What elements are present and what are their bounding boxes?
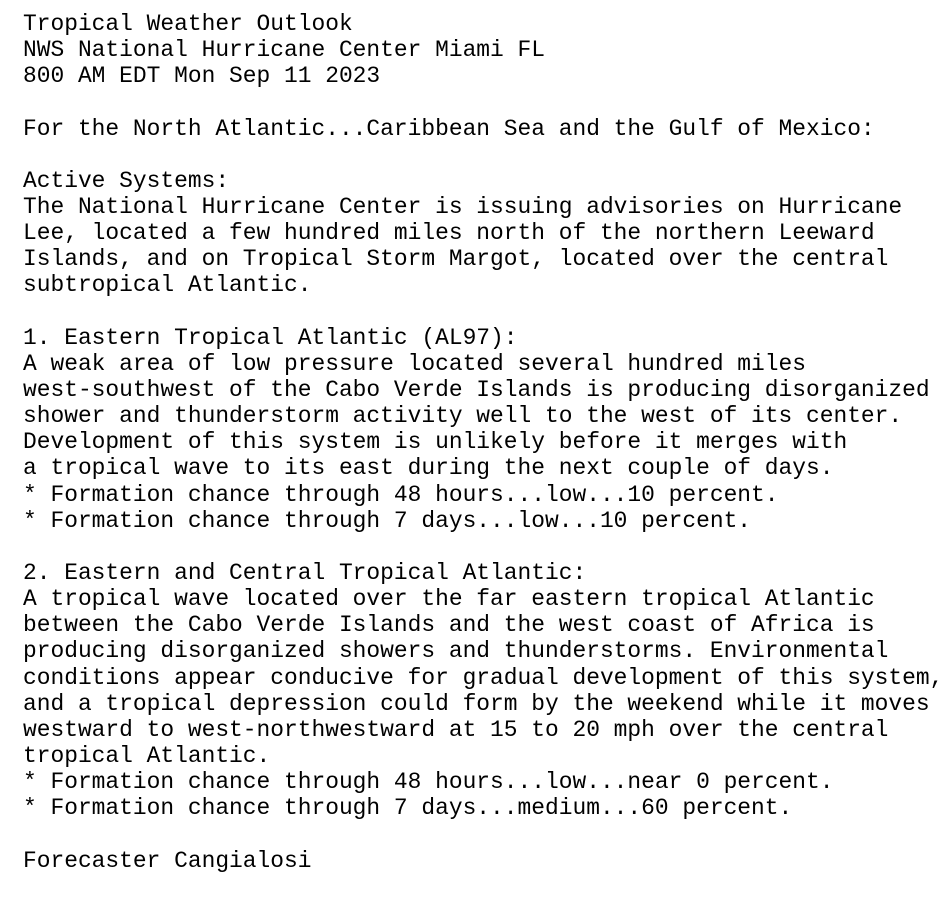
formation-chance-7d: * Formation chance through 7 days...low...10 percent. bbox=[23, 507, 752, 534]
system-1-heading: 1. Eastern Tropical Atlantic (AL97): bbox=[23, 324, 518, 351]
active-systems-heading: Active Systems: bbox=[23, 167, 230, 194]
formation-chance-48h: * Formation chance through 48 hours...low...near 0 percent. bbox=[23, 769, 834, 796]
paragraph-line: Development of this system is unlikely before it merges with bbox=[23, 429, 848, 456]
blank-line bbox=[23, 534, 948, 560]
system-2-section bbox=[23, 560, 948, 821]
system-2-heading: 2. Eastern and Central Tropical Atlantic: bbox=[23, 559, 587, 586]
outlook-title: Tropical Weather Outlook bbox=[23, 11, 353, 37]
paragraph-line: A weak area of low pressure located several hundred miles bbox=[23, 350, 806, 377]
paragraph-line: shower and thunderstorm activity well to the west of its center. bbox=[23, 403, 903, 430]
paragraph-line: a tropical wave to its east during the next couple of days. bbox=[23, 455, 834, 482]
system-1-section bbox=[23, 325, 948, 534]
outlook-header bbox=[23, 11, 948, 89]
paragraph-line: tropical Atlantic. bbox=[23, 742, 271, 769]
issuing-office: NWS National Hurricane Center Miami FL bbox=[23, 37, 545, 64]
paragraph-line: Islands, and on Tropical Storm Margot, located over the central bbox=[23, 246, 889, 273]
paragraph-line: westward to west-northwestward at 15 to 20 mph over the central bbox=[23, 716, 889, 743]
paragraph-line: A tropical wave located over the far eastern tropical Atlantic bbox=[23, 586, 875, 613]
paragraph-line: conditions appear conducive for gradual development of this system, bbox=[23, 664, 944, 691]
tropical-weather-outlook bbox=[23, 11, 948, 874]
issue-time: 800 AM EDT Mon Sep 11 2023 bbox=[23, 63, 381, 90]
blank-line bbox=[23, 89, 948, 115]
paragraph-line: Lee, located a few hundred miles north of the northern Leeward bbox=[23, 220, 875, 247]
paragraph-line: between the Cabo Verde Islands and the west coast of Africa is bbox=[23, 612, 875, 639]
paragraph-line: west-southwest of the Cabo Verde Islands is producing disorganized bbox=[23, 376, 930, 403]
formation-chance-48h: * Formation chance through 48 hours...low...10 percent. bbox=[23, 481, 779, 508]
blank-line bbox=[23, 142, 948, 168]
paragraph-line: subtropical Atlantic. bbox=[23, 272, 312, 299]
blank-line bbox=[23, 821, 948, 847]
paragraph-line: The National Hurricane Center is issuing advisories on Hurricane bbox=[23, 193, 903, 220]
outlook-scope: For the North Atlantic...Caribbean Sea and the Gulf of Mexico: bbox=[23, 115, 875, 142]
paragraph-line: and a tropical depression could form by the weekend while it moves bbox=[23, 690, 930, 717]
formation-chance-7d: * Formation chance through 7 days...medium...60 percent. bbox=[23, 795, 793, 822]
paragraph-line: producing disorganized showers and thunderstorms. Environmental bbox=[23, 638, 889, 665]
forecaster-signature: Forecaster Cangialosi bbox=[23, 847, 312, 874]
blank-line bbox=[23, 299, 948, 325]
active-systems bbox=[23, 168, 948, 299]
